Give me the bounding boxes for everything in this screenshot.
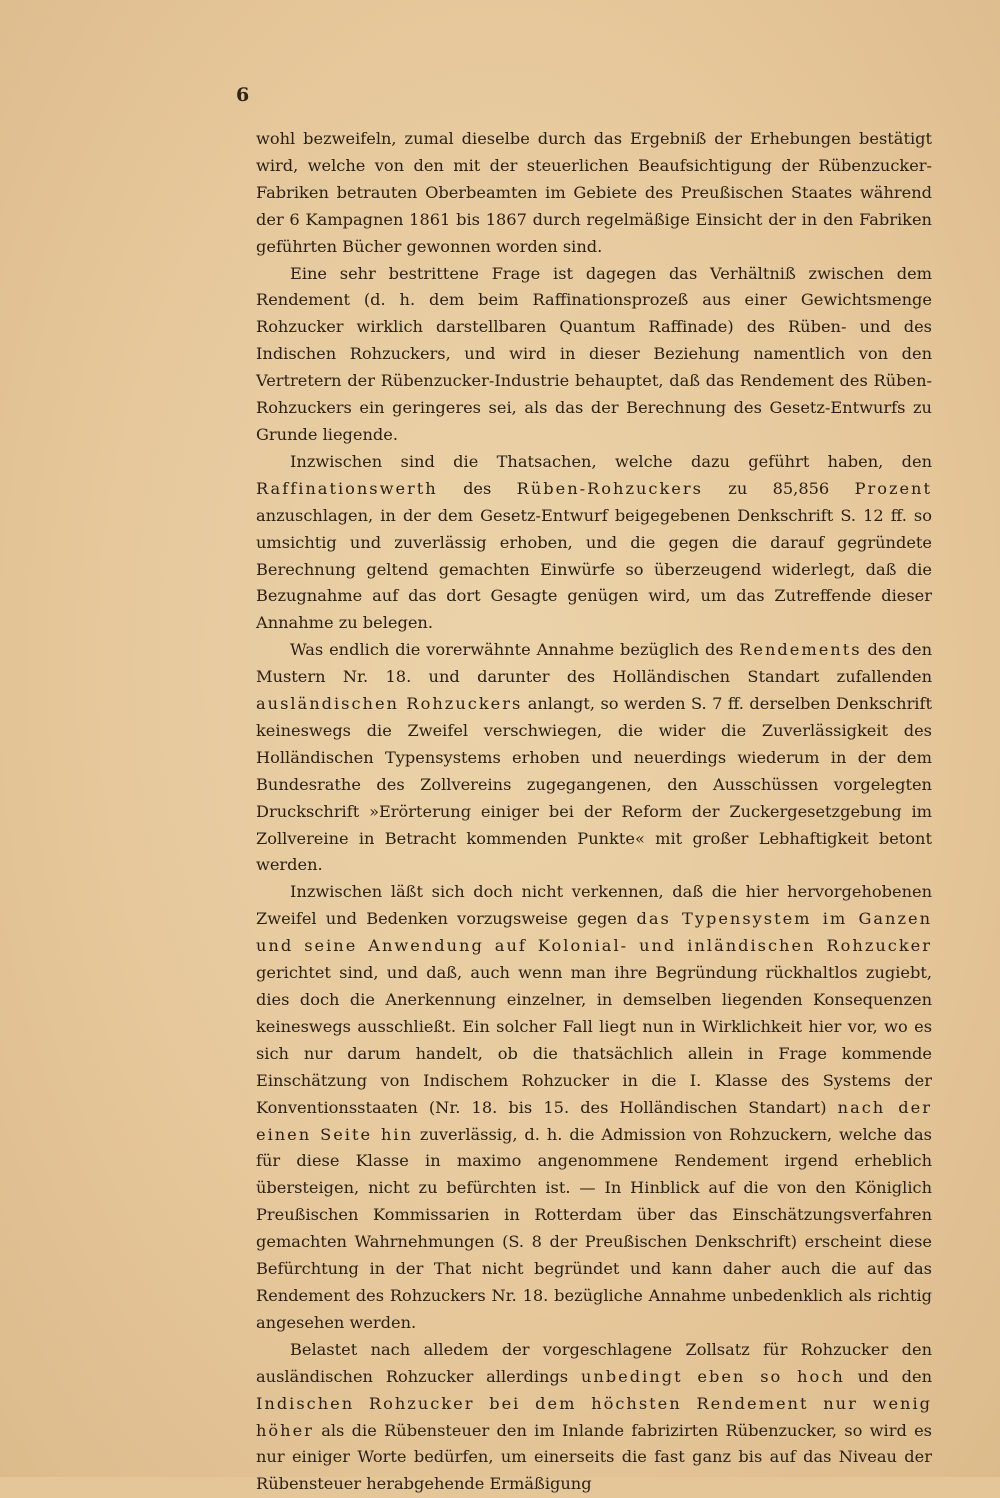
text-segment: Belastet nach alledem der vorgeschlagene Zollsatz für Rohzucker den ausländischen Rohzucker allerdings (256, 1339, 932, 1386)
text-segment: Eine sehr bestrittene Frage ist dagegen das Verhältniß zwischen dem Rendement (d. h. dem beim Raffinationsprozeß aus einer Gewichtsmenge Rohzucker wirklich darstellbaren Quantum Raffinade) des Rüben- und des Indischen Rohzuckers, und wird in dieser Beziehung namentlich von den Vertretern der Rübenzucker-Industrie behauptet, daß das Rendement des Rüben-Rohzuckers ein geringeres sei, als das der Berechnung des Gesetz-Entwurfs zu Grunde liegende. (256, 263, 932, 444)
emphasized-text: Rüben-Rohzuckers (516, 478, 703, 498)
emphasized-text: Rendements (739, 640, 862, 660)
emphasized-text: Indischen Rohzucker bei dem höchsten Rendement nur wenig höher (256, 1393, 932, 1440)
text-segment: wohl bezweifeln, zumal dieselbe durch das Ergebniß der Erhebungen bestätigt wird, welche von den mit der steuerlichen Beaufsichtigung der Rübenzucker-Fabriken betrauten Oberbeamten im Gebiete des Preußischen Staates während der 6 Kampagnen 1861 bis 1867 durch regelmäßige Einsicht der in den Fabriken geführten Bücher gewonnen worden sind. (256, 129, 932, 256)
text-segment: Inzwischen sind die Thatsachen, welche dazu geführt haben, den (290, 451, 932, 471)
text-segment: anzuschlagen, in der dem Gesetz-Entwurf beigegebenen Denkschrift S. 12 ff. so umsichtig und zuverlässig erhoben, und die gegen die darauf gegründete Berechnung geltend gemachten Einwürfe so überzeugend widerlegt, daß die Bezugnahme auf das dort Gesagte genügen wird, um das Zutreffende dieser Annahme zu belegen. (256, 505, 932, 633)
text-segment: Was endlich die vorerwähnte Annahme bezüglich des (290, 640, 740, 660)
paragraph (256, 261, 932, 449)
text-segment: des (437, 478, 517, 498)
text-segment: gerichtet sind, und daß, auch wenn man ihre Begründung rückhaltlos zugiebt, dies doch die Anerkennung einzelner, in demselben liegenden Konsequenzen keineswegs ausschließt. Ein solcher Fall liegt nun in Wirklichkeit hier vor, wo es sich nur darum handelt, ob die thatsächlich allein in Frage kommende Einschätzung von Indischem Rohzucker in die I. Klasse des Systems der Konventionsstaaten (Nr. 18. bis 15. des Holländischen Standart) (256, 963, 932, 1117)
text-segment: als die Rübensteuer den im Inlande fabrizirten Rübenzucker, so wird es nur einiger Worte bedürfen, um einerseits die fast ganz bis auf das Niveau der Rübensteuer herabgehende Ermäßigung (256, 1420, 932, 1494)
emphasized-text: das Typensystem im Ganzen und seine Anwendung auf Kolonial- und inländischen Rohzucker (256, 909, 932, 956)
emphasized-text: ausländischen Rohzuckers (256, 694, 523, 714)
text-segment: zuverlässig, d. h. die Admission von Rohzuckern, welche das für diese Klasse in maximo angenommene Rendement irgend erheblich übersteigen, nicht zu befürchten ist. — In Hinblick auf die von den Königlich Preußischen Kommissarien in Rotterdam über das Einschätzungsverfahren gemachten Wahrnehmungen (S. 8 der Preußischen Denkschrift) erscheint diese Befürchtung in der That nicht begründet und kann daher auch die auf das Rendement des Rohzuckers Nr. 18. bezügliche Annahme unbedenklich als richtig angesehen werden. (256, 1124, 932, 1332)
body-text (256, 126, 932, 1498)
emphasized-text: nach der einen Seite hin (256, 1097, 932, 1144)
emphasized-text: Prozent (854, 478, 932, 498)
text-segment: zu 85,856 (702, 478, 855, 498)
emphasized-text: unbedingt eben so hoch (580, 1366, 845, 1386)
paragraph (256, 449, 932, 637)
paragraph (256, 126, 932, 261)
text-segment: des den Mustern Nr. 18. und darunter des Holländischen Standart zufallenden (256, 640, 932, 687)
paragraph (256, 1337, 932, 1498)
page-number: 6 (236, 84, 250, 106)
text-segment: und den (844, 1366, 932, 1386)
paragraph (256, 879, 932, 1336)
paragraph (256, 637, 932, 879)
text-segment: anlangt, so werden S. 7 ff. derselben Denkschrift keineswegs die Zweifel verschwiegen, die wider die Zuverlässigkeit des Holländischen Typensystems erhoben und neuerdings wiederum in der dem Bundesrathe des Zollvereins zugegangenen, den Ausschüssen vorgelegten Druckschrift »Erörterung einiger bei der Reform der Zuckergesetzgebung im Zollvereine in Betracht kommenden Punkte« mit großer Lebhaftigkeit betont werden. (256, 694, 932, 875)
emphasized-text: Raffinationswerth (256, 478, 438, 498)
text-segment: Inzwischen läßt sich doch nicht verkennen, daß die hier hervorgehobenen Zweifel und Bedenken vorzugsweise gegen (256, 882, 932, 929)
